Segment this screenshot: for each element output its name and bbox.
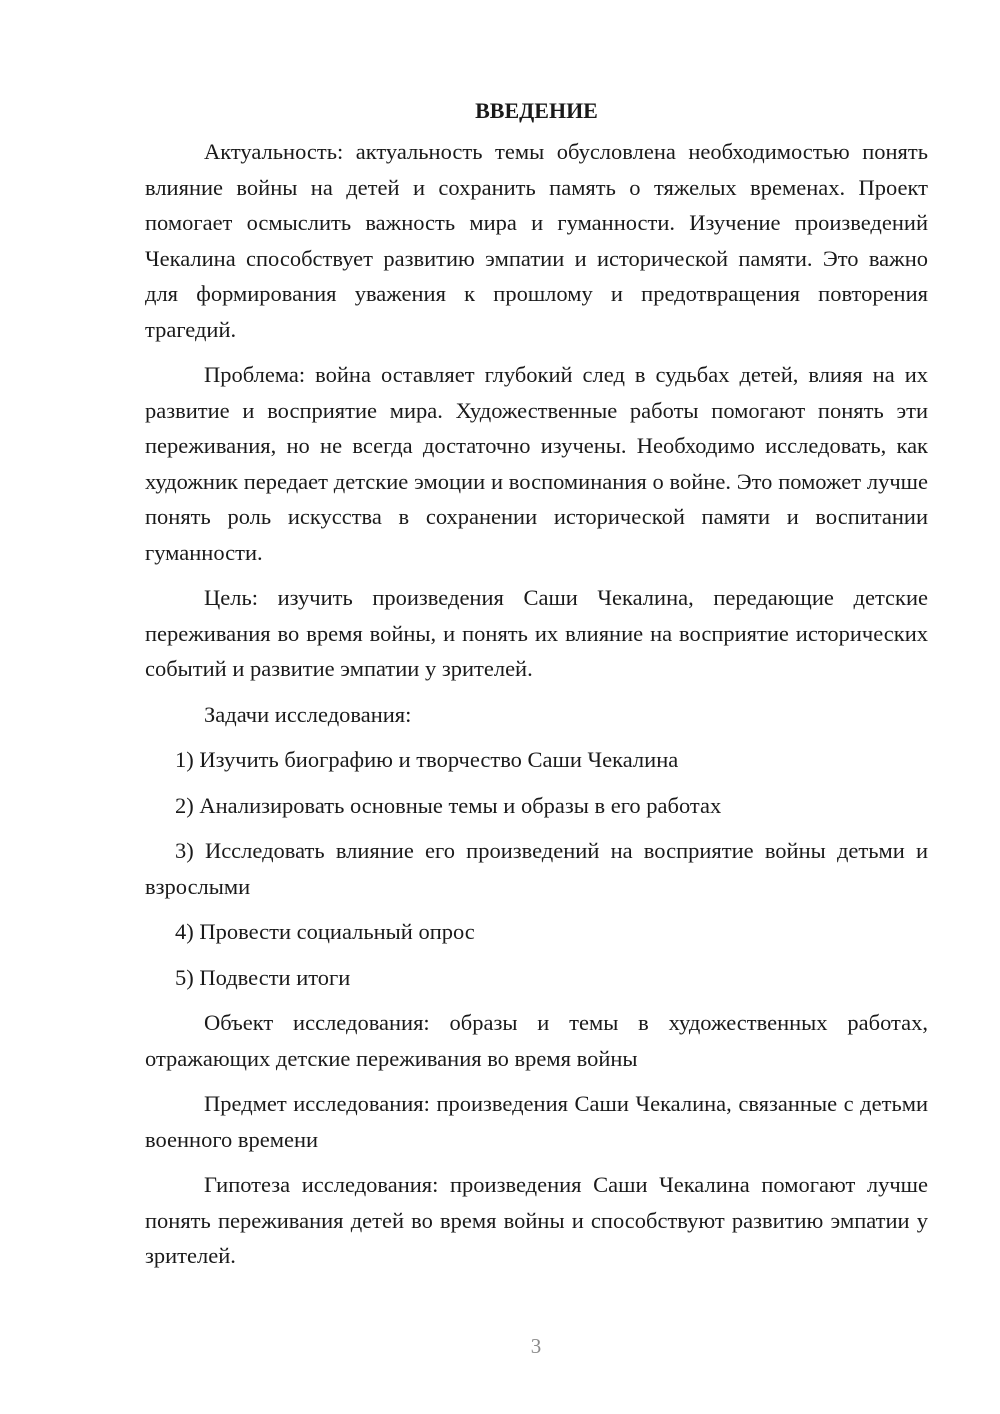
task-item-5: 5) Подвести итоги	[175, 964, 351, 990]
paragraph-subject: Предмет исследования: произведения Саши Чекалина, связанные с детьми военного времени	[145, 1091, 928, 1152]
task-item-4: 4) Провести социальный опрос	[175, 919, 475, 944]
page-content	[145, 94, 928, 1284]
task-item-1: 1) Изучить биографию и творчество Саши Чекалина	[175, 747, 679, 772]
paragraph-tasks-heading: Задачи исследования:	[204, 701, 412, 727]
task-item-2: 2) Анализировать основные темы и образы в его работах	[175, 792, 722, 818]
page-number: 3	[530, 1334, 542, 1358]
paragraph-problem: Проблема: война оставляет глубокий след в судьбах детей, влияя на их развитие и восприятие мира. Художественные работы помогают понять эти переживания, но не всегда достаточно изучены. Необходимо исследовать, как художник передает детские эмоции и воспоминания о войне. Это поможет лучше понять роль искусства в сохранении исторической памяти и воспитании гуманности.	[145, 362, 928, 565]
paragraph-relevance: Актуальность: актуальность темы обусловлена необходимостью понять влияние войны на детей и сохранить память о тяжелых временах. Проект помогает осмыслить важность мира и гуманности. Изучение произведений Чекалина способствует развитию эмпатии и исторической памяти. Это важно для формирования уважения к прошлому и предотвращения повторения трагедий.	[145, 139, 928, 342]
section-title: ВВЕДЕНИЕ	[475, 98, 598, 123]
paragraph-object: Объект исследования: образы и темы в художественных работах, отражающих детские переживания во время войны	[145, 1010, 928, 1071]
task-item-3: 3) Исследовать влияние его произведений на восприятие войны детьми и взрослыми	[145, 838, 928, 899]
paragraph-goal: Цель: изучить произведения Саши Чекалина, передающие детские переживания во время войны, и понять их влияние на восприятие исторических событий и развитие эмпатии у зрителей.	[145, 585, 928, 681]
paragraph-hypothesis: Гипотеза исследования: произведения Саши Чекалина помогают лучше понять переживания детей во время войны и способствуют развитию эмпатии у зрителей.	[145, 1172, 928, 1268]
